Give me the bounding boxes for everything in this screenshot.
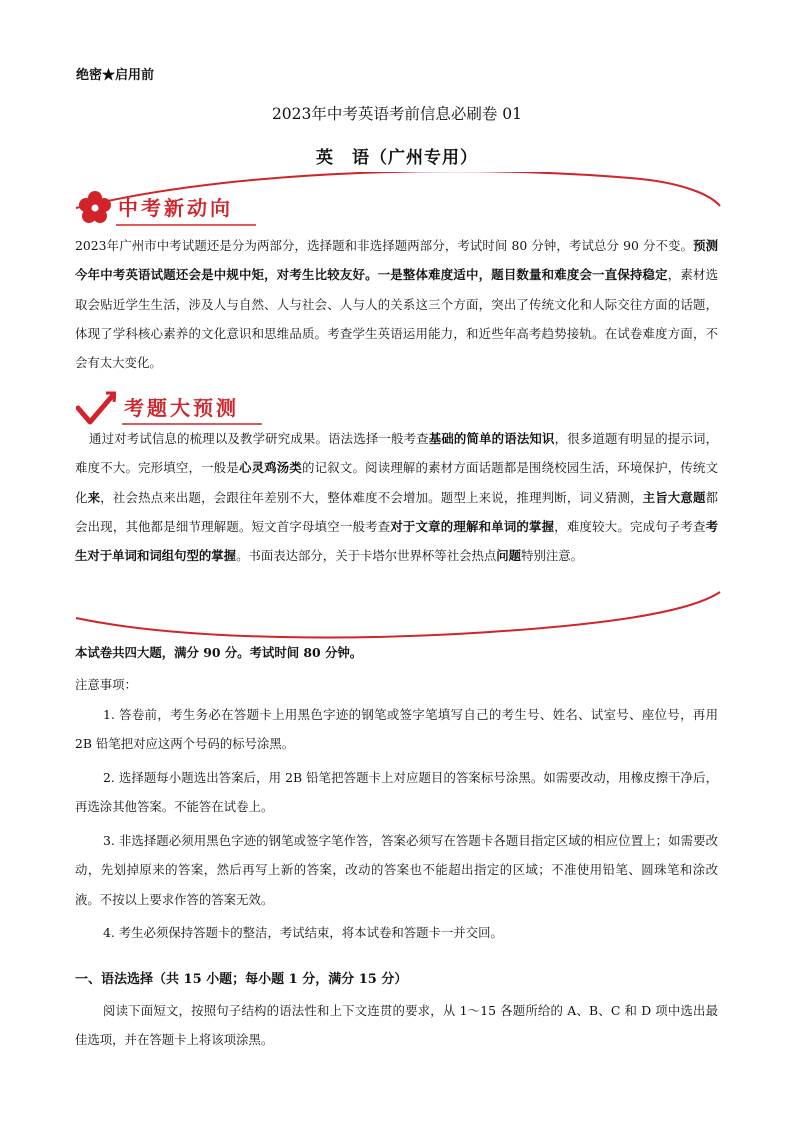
paper-subtitle: 英 语（广州专用）	[316, 148, 478, 168]
check-icon	[76, 390, 116, 426]
confidential-label: 绝密★启用前	[76, 68, 155, 83]
note-item-4: 4. 考生必须保持答题卡的整洁，考试结束，将本试卷和答题卡一并交回。	[103, 925, 503, 940]
section1-instruction: 阅读下面短文，按照句子结构的语法性和上下文连贯的要求，从 1～15 各题所给的 A、B、C 和 D 项中选出最佳选项，并在答题卡上将该项涂黑。	[75, 1003, 718, 1048]
predict-paragraph: 通过对考试信息的梳理以及教学研究成果。语法选择一般考查基础的简单的语法知识，很多道题有明显的提示词，难度不大。完形填空，一般是心灵鸡汤类的记叙文。阅读理解的素材方面话题都是围绕校园生活，环境保护，传统文化来，社会热点来出题，会跟往年差别不大，整体难度不会增加。题型上来说，推理判断，词义猜测，主旨大意题都会出现，其他都是细节理解题。短文首字母填空一般考查对于文章的理解和单词的掌握，难度较大。完成句子考查考生对于单词和词组句型的掌握。书面表达部分，关于卡塔尔世界杯等社会热点问题特别注意。	[75, 431, 719, 564]
exam-info: 本试卷共四大题，满分 90 分。考试时间 80 分钟。	[75, 645, 363, 660]
note-item-3: 3. 非选择题必须用黑色字迹的钢笔或签字笔作答，答案必须写在答题卡各题目指定区域的相应位置上；如需要改动，先划掉原来的答案，然后再写上新的答案，改动的答案也不能超出指定的区域；不准使用铅笔、圆珠笔和涂改液。不按以上要求作答的答案无效。	[75, 833, 718, 907]
trends-paragraph: 2023年广州市中考试题还是分为两部分，选择题和非选择题两部分，考试时间 80 分钟，考试总分 90 分不变。预测今年中考英语试题还会是中规中矩，对考生比较友好。一是整体难度适中，题目数量和难度会一直保持稳定，素材选取会贴近学生生活，涉及人与自然、人与社会、人与人的关系这三个方面，突出了传统文化和人际交往方面的话题，体现了学科核心素养的文化意识和思维品质。考查学生英语运用能力，和近些年高考趋势接轨。在试卷难度方面，不会有太大变化。	[75, 238, 719, 371]
paper-title: 2023年中考英语考前信息必刷卷 01	[271, 105, 523, 123]
note-item-1: 1. 答卷前，考生务必在答题卡上用黑色字迹的钢笔或签字笔填写自己的考生号、姓名、试室号、座位号，再用 2B 铅笔把对应这两个号码的标号涂黑。	[75, 707, 718, 752]
heading-underline	[116, 222, 256, 228]
flower-icon	[78, 190, 112, 224]
section1-heading: 一、语法选择（共 15 小题；每小题 1 分，满分 15 分）	[75, 972, 408, 987]
notes-title: 注意事项：	[75, 677, 137, 692]
trends-heading: 中考新动向	[118, 196, 233, 220]
note-item-2: 2. 选择题每小题选出答案后，用 2B 铅笔把答题卡上对应题目的答案标号涂黑。如需要改动，用橡皮擦干净后，再选涂其他答案。不能答在试卷上。	[75, 770, 718, 815]
predict-heading: 考题大预测	[124, 396, 239, 420]
